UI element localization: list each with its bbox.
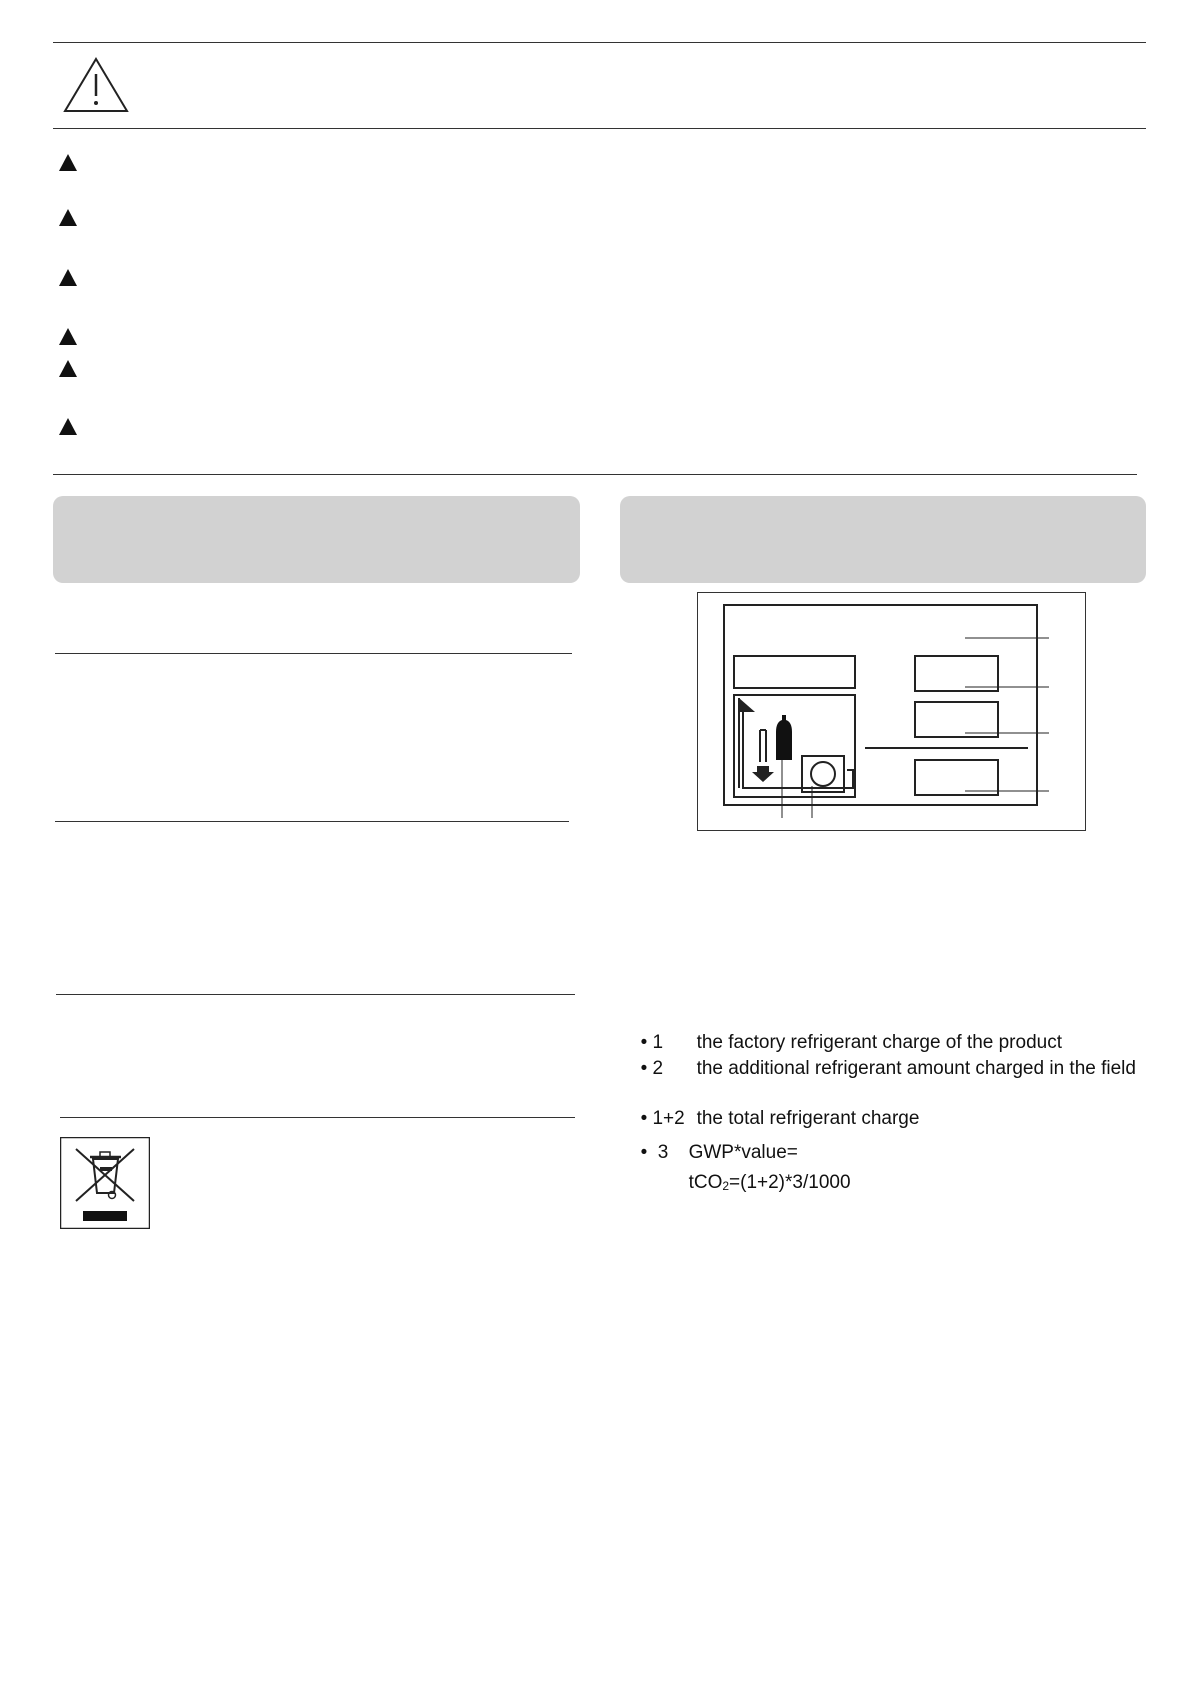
left-rule-4 [60,1117,575,1118]
left-rule-3 [56,994,575,995]
top-rule [53,42,1146,43]
black-triangle-bullet-icon [59,209,77,226]
header-bottom-rule [53,128,1146,129]
charge-text: the factory refrigerant charge of the product [696,1032,1062,1053]
black-triangle-bullet-icon [59,328,77,345]
black-triangle-bullet-icon [59,360,77,377]
charge-marker: • 1 [640,1032,664,1053]
section-divider [53,474,1137,475]
charge-marker: • 2 [640,1058,664,1079]
left-rule-1 [55,653,572,654]
co2-formula [678,1150,851,1194]
black-triangle-bullet-icon [59,269,77,286]
black-triangle-bullet-icon [59,418,77,435]
black-triangle-bullet-icon [59,154,77,171]
charge-text: the additional refrigerant amount charged in the field [696,1058,1136,1079]
right-section-header-panel [620,496,1146,583]
formula-suffix: =(1+2)*3/1000 [729,1172,851,1193]
formula-prefix: tCO [688,1172,723,1193]
charge-text: the total refrigerant charge [696,1108,920,1129]
charge-line-2 [630,1036,1136,1080]
charge-text: GWP*value= [688,1142,798,1163]
left-section-header-panel [53,496,580,583]
left-rule-2 [55,821,569,822]
formula-subscript: 2 [722,1179,730,1193]
crossed-out-wheelie-bin-icon [60,1137,150,1229]
refrigerant-label-diagram [697,592,1087,832]
charge-marker: • 1+2 [640,1108,685,1129]
charge-marker: • 3 [640,1142,669,1163]
warning-triangle-icon [62,56,130,114]
